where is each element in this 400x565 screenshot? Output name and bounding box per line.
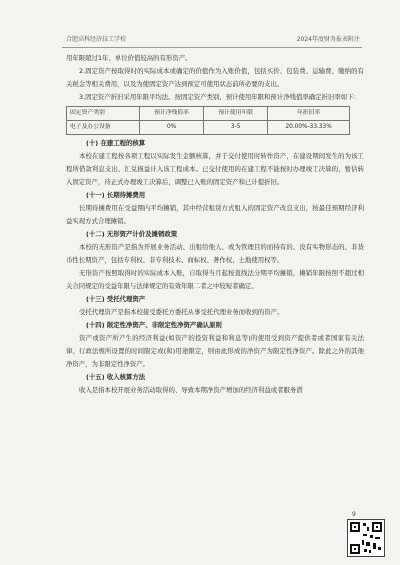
paragraph: 无形资产按照取得时的实际成本入账，自取得当月起按直线法分期平均摊销，摊销年限按照不超过相关合同规定的受益年限与法律规定的有效年限二者之中较短者确定。 (66, 269, 364, 290)
table-header-cell: 固定资产类别 (67, 107, 140, 121)
qr-code-icon (347, 519, 385, 557)
page-header (66, 34, 360, 46)
page-number: 9 (352, 511, 356, 518)
paragraph: 长期待摊费用在受益期内平均摊销，其中经营租赁方式租入的固定资产改良支出，按最佳预期经济利益实现方式合理摊销。 (66, 204, 364, 225)
section-heading: (十二) 无形资产计价及摊销政策 (86, 230, 178, 238)
table-cell: 电子及办公设备 (67, 121, 140, 135)
paragraph: 受托代理资产是指本校接受委托方委托从事受托代理业务而收到的资产。 (79, 308, 284, 316)
table-cell: 0% (140, 121, 204, 135)
paragraph: 本校的无形资产是指为开展业务活动、出租给他人、或为管理目的而持有的、没有实物形态的、非货币性长期资产，包括专利权、非专利技术、商标权、著作权、土地使用权等。 (66, 243, 364, 264)
header-divider (62, 47, 362, 48)
header-school-name: 合肥高科经济技工学校 (66, 36, 127, 43)
page-body (66, 52, 364, 397)
table-row (67, 121, 350, 135)
paragraph: 收入是指本校开展业务活动取得的、导致本期净资产增加的经济利益或者服务潜 (79, 386, 303, 394)
table-header-row (67, 107, 350, 121)
section-heading: (十) 在建工程的核算 (86, 139, 146, 147)
section-heading: (十五) 收入核算方法 (86, 373, 146, 381)
table-cell: 3-5 (204, 121, 268, 135)
table-header-cell: 年折旧率 (268, 107, 350, 121)
paragraph: 本校在建工程按各项工程以实际发生金额核算，并于交付使用时转作资产，在建设期间发生的为该工程所借款利息支出、汇兑损益计入该工程成本。已交付使用的在建工程不能按时办理竣工决算的，暂估转入固定资产，待正式办理竣工决算后，调整已入账的固定资产和已计提折旧。 (66, 152, 364, 186)
section-heading: (十三) 受托代理资产 (86, 295, 146, 303)
table-header-cell: 预计净残值率 (140, 107, 204, 121)
header-report-title: 2024年度财务报表附注 (296, 36, 360, 43)
table-header-cell: 预计使用年限 (204, 107, 268, 121)
table-cell: 20.00%-33.33% (268, 121, 350, 135)
section-heading: (十四) 限定性净资产、非限定性净资产确认原则 (86, 321, 222, 329)
paragraph: 资产或资产所产生的经济利益(如资产的投资利益和利息等)的使用受到资产提供者或者国家有关法律、行政法规所设置的时间限定或(和)用途限定，则由此形成的净资产为限定性净资产。除此之外的其他净资产，为非限定性净资产。 (66, 334, 364, 368)
depreciation-table (66, 106, 350, 135)
paragraph: 3.固定资产折旧采用年限平均法。按固定资产类别、预计使用年限和预计净残值率确定折旧率如下： (79, 93, 360, 101)
paragraph: 2.固定资产按取得时的实际成本或确定的价值作为入账价值，包括买价、包装费、运输费、缴纳的有关税金等相关费用，以及为使固定资产达到预定可使用状态前所必要的支出。 (66, 67, 364, 88)
section-heading: (十一) 长期待摊费用 (86, 191, 146, 199)
paragraph: 用年限超过1年、单位价值较高的有形资产。 (66, 54, 192, 62)
